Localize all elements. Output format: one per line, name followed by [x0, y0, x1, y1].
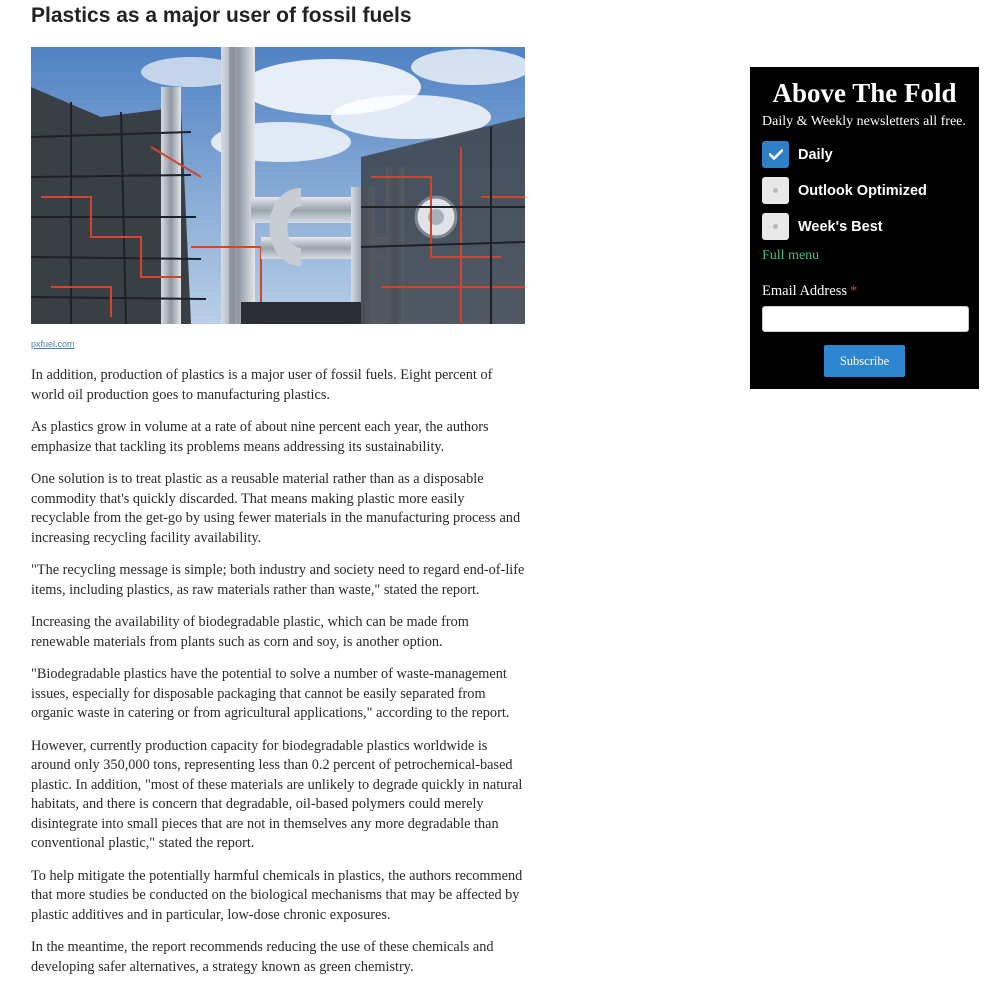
- article: [31, 0, 526, 975]
- weeks-best-checkbox[interactable]: [762, 213, 789, 240]
- article-paragraph: "The recycling message is simple; both industry and society need to regard end-of-life items, including plastics, as raw materials rather than waste," stated the report.: [31, 562, 525, 598]
- required-marker: *: [849, 283, 858, 299]
- weeks-best-label: Week's Best: [798, 218, 883, 235]
- newsletter-subtitle: Daily & Weekly newsletters all free.: [762, 114, 966, 129]
- check-icon: [769, 149, 783, 160]
- industrial-plant-illustration: [31, 47, 525, 324]
- article-body: [31, 366, 526, 990]
- article-paragraph: To help mitigate the potentially harmful chemicals in plastics, the authors recommend that more studies be conducted on the biological mechanisms that may be affected by plastic additives and in particular, low-dose chronic exposures.: [31, 867, 523, 923]
- email-field-label: [762, 283, 857, 300]
- outlook-optimized-label: Outlook Optimized: [798, 182, 927, 199]
- email-field[interactable]: [762, 306, 969, 332]
- daily-label: Daily: [798, 146, 833, 163]
- dot-icon: [773, 188, 778, 193]
- newsletter-option-outlook-optimized[interactable]: [762, 177, 927, 204]
- article-paragraph: One solution is to treat plastic as a reusable material rather than as a disposable commodity that's quickly discarded. That means making plastic more easily recyclable from the get-go by using fewer materials in the manufacturing process and increasing recycling facility availability.: [31, 471, 521, 546]
- newsletter-title: Above The Fold: [772, 78, 957, 108]
- email-label-text: Email Address: [762, 283, 847, 299]
- subscribe-button[interactable]: Subscribe: [824, 345, 905, 377]
- outlook-optimized-checkbox[interactable]: [762, 177, 789, 204]
- newsletter-signup-panel: [750, 67, 979, 389]
- article-paragraph: As plastics grow in volume at a rate of about nine percent each year, the authors emphasize that tackling its problems means addressing its sustainability.: [31, 419, 489, 455]
- article-paragraph: In the meantime, the report recommends reducing the use of these chemicals and developing safer alternatives, a strategy known as green chemistry.: [31, 939, 494, 975]
- article-paragraph: However, currently production capacity for biodegradable plastics worldwide is around only 350,000 tons, representing less than 0.2 percent of petrochemical-based plastic. In addition, "most of these materials are unlikely to degrade quickly in natural habitats, and there is concern that degradable, oil-based polymers could merely disintegrate into small pieces that are not in themselves any more degradable than conventional plastic," stated the report.: [31, 737, 523, 851]
- newsletter-option-weeks-best[interactable]: [762, 213, 883, 240]
- article-paragraph: "Biodegradable plastics have the potential to solve a number of waste-management issues, especially for disposable packaging that cannot be easily separated from organic waste in catering or from agricultural applications," according to the report.: [31, 666, 510, 721]
- full-menu-link[interactable]: Full menu: [762, 248, 820, 263]
- daily-checkbox[interactable]: [762, 141, 789, 168]
- image-credit-link[interactable]: pxfuel.com: [31, 339, 75, 349]
- dot-icon: [773, 224, 778, 229]
- article-paragraph: In addition, production of plastics is a major user of fossil fuels. Eight percent of world oil production goes to manufacturing plastics.: [31, 367, 493, 403]
- newsletter-option-daily[interactable]: [762, 141, 833, 168]
- article-paragraph: Increasing the availability of biodegradable plastic, which can be made from renewable materials from plants such as corn and soy, is another option.: [31, 614, 469, 650]
- article-image: [31, 47, 525, 324]
- article-title: Plastics as a major user of fossil fuels: [31, 4, 412, 27]
